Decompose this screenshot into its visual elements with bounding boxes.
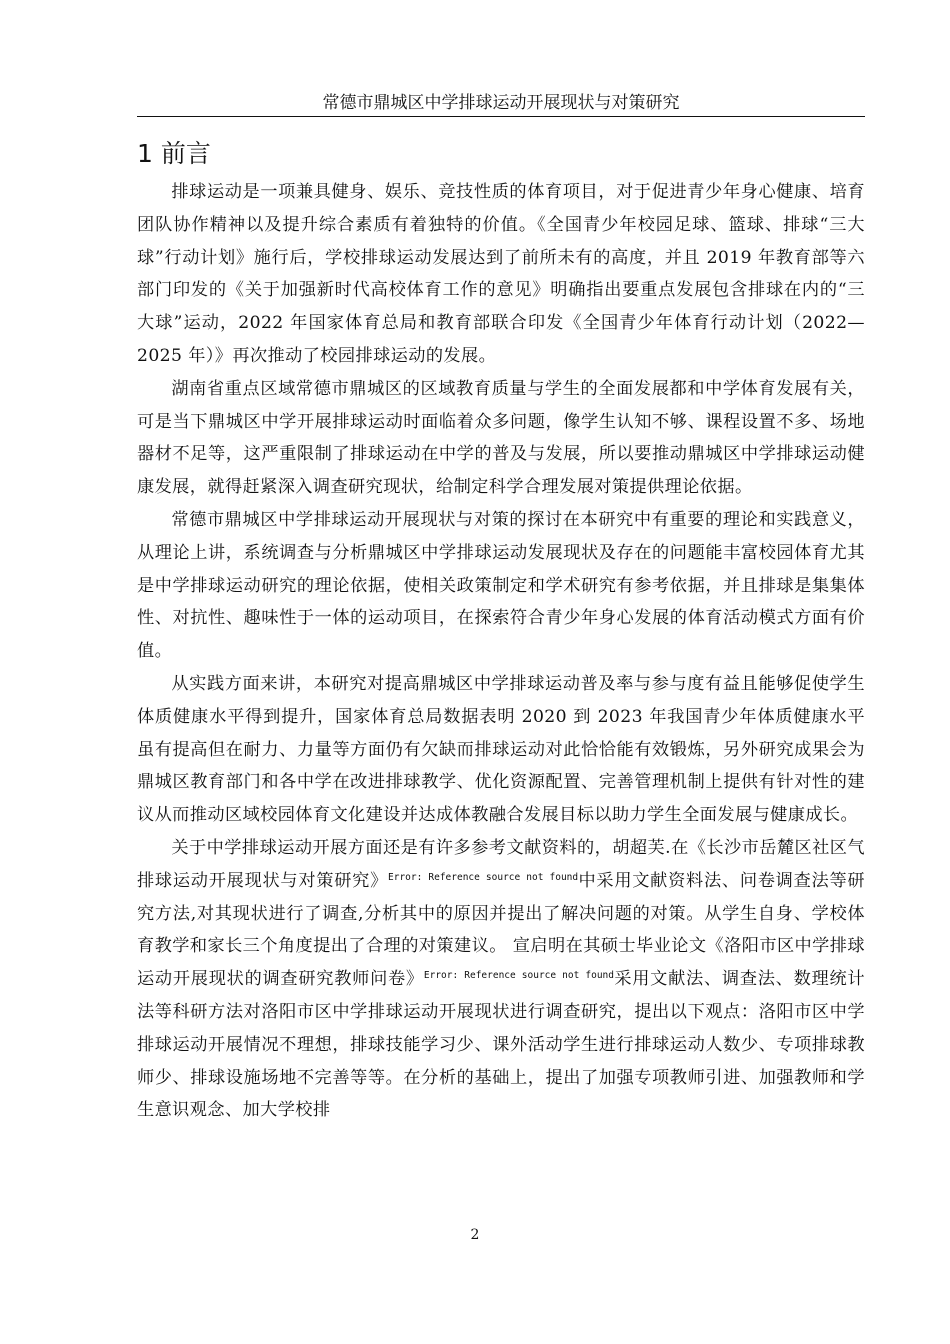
running-header xyxy=(137,92,865,117)
paragraph-3: 常德市鼎城区中学排球运动开展现状与对策的探讨在本研究中有重要的理论和实践意义，从理论上讲，系统调查与分析鼎城区中学排球运动发展现状及存在的问题能丰富校园体育尤其是中学排球运动研究的理论依据，使相关政策制定和学术研究有参考依据，并且排球是集集体性、对抗性、趣味性于一体的运动项目，在探索符合青少年身心发展的体育活动模式方面有价值。 xyxy=(137,509,865,662)
paragraph-1: 排球运动是一项兼具健身、娱乐、竞技性质的体育项目，对于促进青少年身心健康、培育团队协作精神以及提升综合素质有着独特的价值。《全国青少年校园足球、篮球、排球“三大球”行动计划》施行后，学校排球运动发展达到了前所未有的高度，并且 2019 年教育部等六部门印发的《关于加强新时代高校体育工作的意见》明确指出要重点发展包含排球在内的“三大球”运动，2022 年国家体育总局和教育部联合印发《全国青少年体育行动计划（2022—2025 年）》再次推动了校园排球运动的发展。 xyxy=(137,182,865,366)
paragraph-4: 从实践方面来讲，本研究对提高鼎城区中学排球运动普及率与参与度有益且能够促使学生体质健康水平得到提升，国家体育总局数据表明 2020 到 2023 年我国青少年体质健康水平虽有提高但在耐力、力量等方面仍有欠缺而排球运动对此恰恰能有效锻炼，另外研究成果会为鼎城区教育部门和各中学在改进排球教学、优化资源配置、完善管理机制上提供有针对性的建议从而推动区域校园体育文化建设并达成体教融合发展目标以助力学生全面发展与健康成长。 xyxy=(137,673,865,826)
paragraph-5-text-3: 采用文献法、调查法、数理统计法等科研方法对洛阳市区中学排球运动开展现状进行调查研究，提出以下观点：洛阳市区中学排球运动开展情况不理想，排球技能学习少、课外活动学生进行排球运动人数少、专项排球教师少、排球设施场地不完善等等。在分析的基础上，提出了加强专项教师引进、加强教师和学生意识观念、加大学校排 xyxy=(137,969,865,1121)
page-number: 2 xyxy=(470,1227,480,1243)
body-text xyxy=(137,176,865,1127)
reference-error-2: Error: Reference source not found xyxy=(423,970,614,982)
paragraph-5-text-2: 中采用文献资料法、问卷调查法等研究方法,对其现状进行了调查,分析其中的原因并提出了解决问题的对策。从学生自身、学校体育教学和家长三个角度提出了合理的对策建议。 宣启明在其硕士毕业论文《洛阳市区中学排球运动开展现状的调查研究教师问卷》 xyxy=(137,870,865,990)
paragraph-5 xyxy=(137,832,865,1127)
running-title: 常德市鼎城区中学排球运动开展现状与对策研究 xyxy=(322,93,680,113)
reference-error-1: Error: Reference source not found xyxy=(388,871,579,883)
paragraph-2: 湖南省重点区域常德市鼎城区的区域教育质量与学生的全面发展都和中学体育发展有关，可是当下鼎城区中学开展排球运动时面临着众多问题，像学生认知不够、课程设置不多、场地器材不足等，这严重限制了排球运动在中学的普及与发展，所以要推动鼎城区中学排球运动健康发展，就得赶紧深入调查研究现状，给制定科学合理发展对策提供理论依据。 xyxy=(137,378,865,498)
section-heading: 1 前言 xyxy=(137,139,211,168)
paragraph-5-text-1: 关于中学排球运动开展方面还是有许多参考文献资料的，胡超芙.在《长沙市岳麓区社区气排球运动开展现状与对策研究》 xyxy=(137,837,865,891)
